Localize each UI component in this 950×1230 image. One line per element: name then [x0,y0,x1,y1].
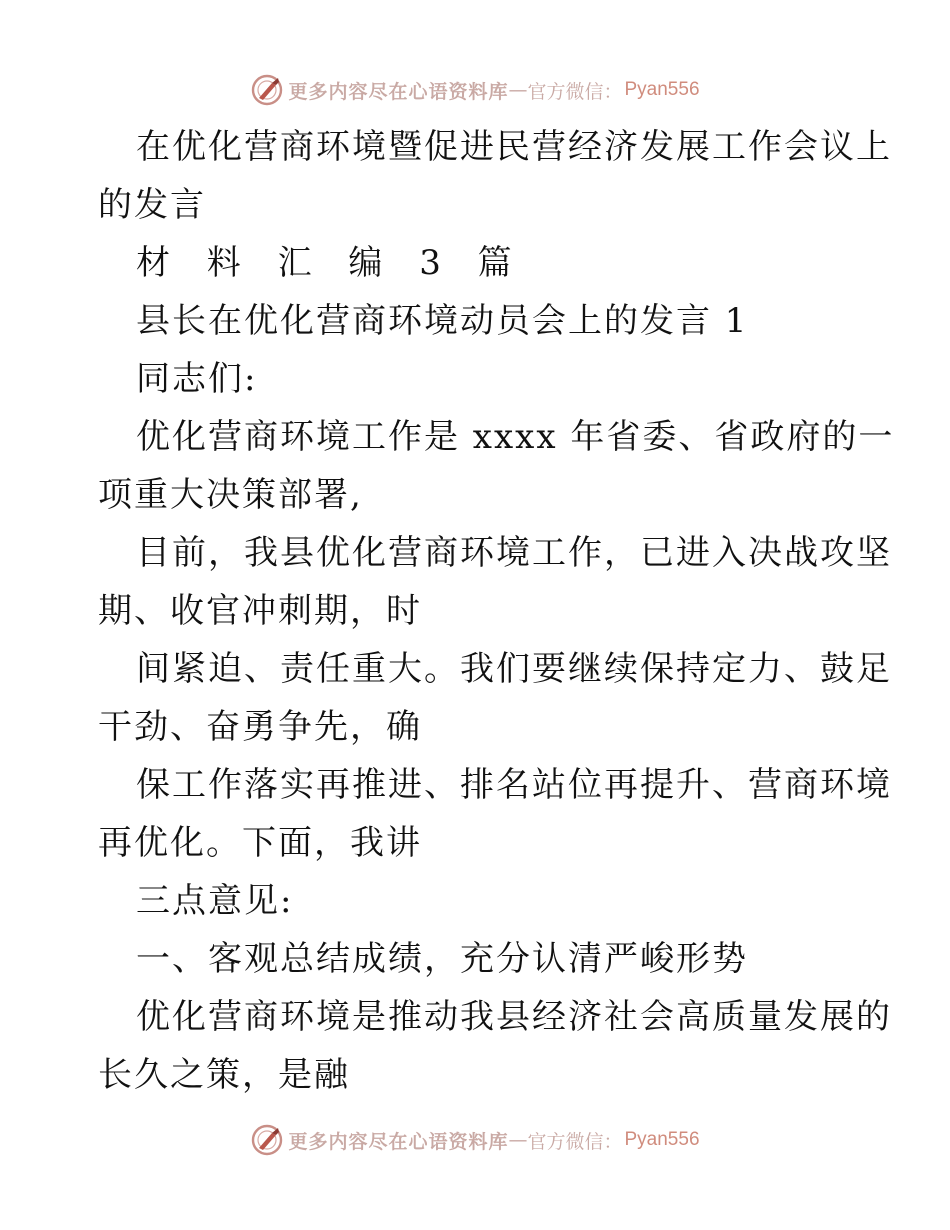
paragraph-line: 间紧迫、责任重大。我们要继续保持定力、鼓足 [136,649,892,689]
watermark-text: 更多内容尽在心语资料库 [288,80,509,103]
document-body [98,118,895,1104]
footer-watermark [0,1122,950,1158]
paragraph-line: 保工作落实再推进、排名站位再提升、营商环境 [136,765,892,805]
paragraph-line: 目前，我县优化营商环境工作，已进入决战攻坚 [136,533,892,573]
header-watermark [0,72,950,108]
watermark-wechat-id: Pyan556 [624,1129,700,1150]
quill-seal-icon [250,1123,284,1157]
watermark-wechat-id: Pyan556 [624,79,700,100]
paragraph-line: 再优化。下面，我讲 [98,823,422,863]
paragraph-line: 优化营商环境是推动我县经济社会高质量发展的 [136,997,892,1037]
watermark-wechat-label: 官方微信： [527,80,623,103]
paragraph-line: 优化营商环境工作是 xxxx 年省委、省政府的一 [136,417,895,457]
document-title-line-1: 在优化营商环境暨促进民营经济发展工作会议上 [136,127,892,167]
salutation: 同志们: [136,359,258,399]
document-title-line-2: 的发言 [98,185,206,225]
watermark-separator: — [508,79,528,101]
paragraph-line: 三点意见: [136,881,294,921]
paragraph-line: 期、收官冲刺期，时 [98,591,422,631]
watermark-wechat-label: 官方微信： [527,1130,623,1153]
watermark-text: 更多内容尽在心语资料库 [288,1130,509,1153]
paragraph-line: 项重大决策部署, [98,475,363,515]
section-heading: 一、客观总结成绩，充分认清严峻形势 [136,939,748,979]
watermark-separator: — [508,1129,528,1151]
paragraph-line: 长久之策，是融 [98,1055,350,1095]
quill-seal-icon [250,73,284,107]
document-subtitle: 材 料 汇 编 3 篇 [136,243,525,283]
paragraph-line: 干劲、奋勇争先，确 [98,707,422,747]
speech-heading: 县长在优化营商环境动员会上的发言 1 [136,301,749,341]
